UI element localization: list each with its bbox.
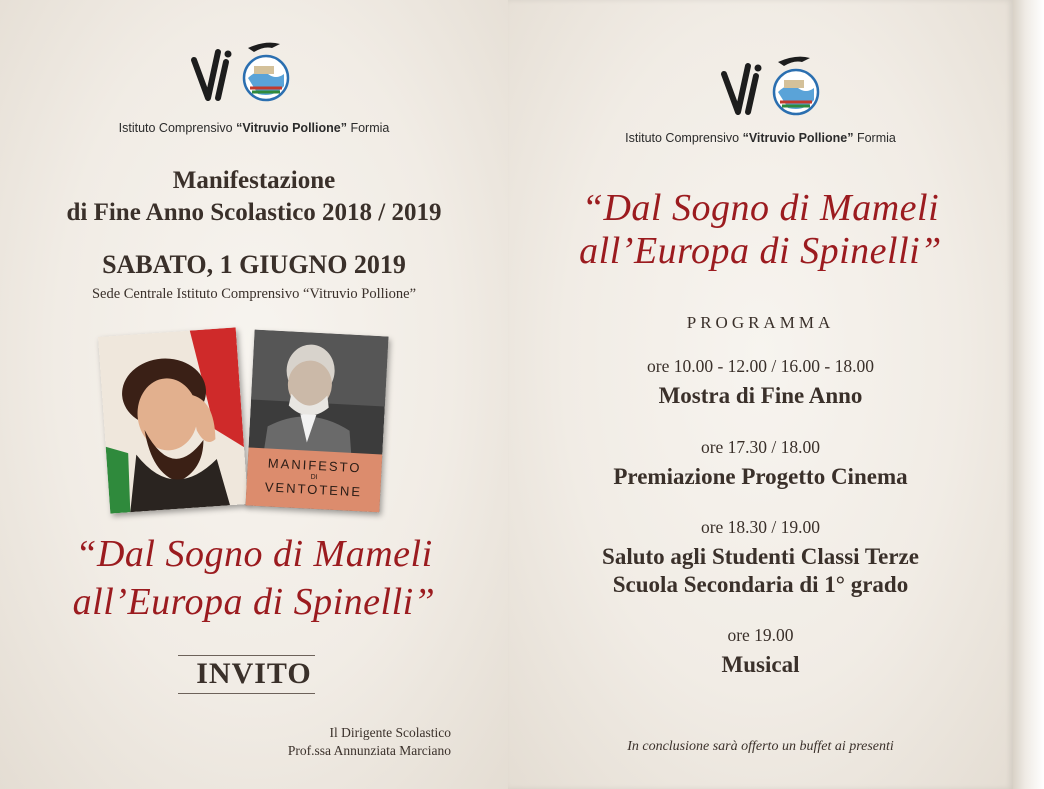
invito-label: INVITO xyxy=(196,657,312,690)
program-time: ore 17.30 / 18.00 xyxy=(700,437,821,457)
motto-line2: all’Europa di Spinelli” xyxy=(72,581,436,623)
signer-role: Il Dirigente Scolastico xyxy=(329,725,451,740)
signer-name: Prof.ssa Annunziata Marciano xyxy=(287,743,451,758)
event-date: SABATO, 1 GIUGNO 2019 xyxy=(102,250,406,279)
program-event: Musical xyxy=(721,652,800,677)
invito-top-rule xyxy=(178,655,315,656)
program-event: Saluto agli Studenti Classi Terze xyxy=(602,544,919,569)
signature-block xyxy=(288,724,451,760)
school-logo-icon xyxy=(188,38,300,108)
invitation-cover xyxy=(0,0,508,789)
program-time: ore 19.00 xyxy=(727,625,794,645)
school-name-line: Istituto Comprensivo “Vitruvio Pollione” Formia xyxy=(625,131,896,145)
event-venue: Sede Centrale Istituto Comprensivo “Vitruvio Pollione” xyxy=(91,286,417,302)
motto-line1: “Dal Sogno di Mameli xyxy=(581,187,940,229)
program-heading: PROGRAMMA xyxy=(686,313,835,332)
mameli-portrait xyxy=(98,327,248,513)
program-time: ore 10.00 - 12.00 / 16.00 - 18.00 xyxy=(647,356,874,376)
ventotene-book-cover: MANIFESTO DI VENTOTENE xyxy=(245,447,382,512)
page-edge xyxy=(1013,0,1044,789)
event-title-line2: di Fine Anno Scolastico 2018 / 2019 xyxy=(66,199,442,226)
spinelli-portrait xyxy=(245,330,388,513)
program-panel xyxy=(508,0,1013,789)
school-name-line: Istituto Comprensivo “Vitruvio Pollione” Formia xyxy=(118,121,390,135)
event-title-line1: Manifestazione xyxy=(172,167,336,194)
motto-line2: all’Europa di Spinelli” xyxy=(579,230,942,272)
closing-note: In conclusione sarà offerto un buffet ai presenti xyxy=(627,739,894,754)
program-event: Premiazione Progetto Cinema xyxy=(613,464,908,489)
program-time: ore 18.30 / 19.00 xyxy=(700,517,821,537)
program-event: Mostra di Fine Anno xyxy=(658,383,863,408)
motto-line1: “Dal Sogno di Mameli xyxy=(75,533,433,575)
invito-bottom-rule xyxy=(178,693,315,694)
school-logo-icon xyxy=(718,52,830,122)
program-event-detail: Scuola Secondaria di 1° grado xyxy=(612,572,909,597)
